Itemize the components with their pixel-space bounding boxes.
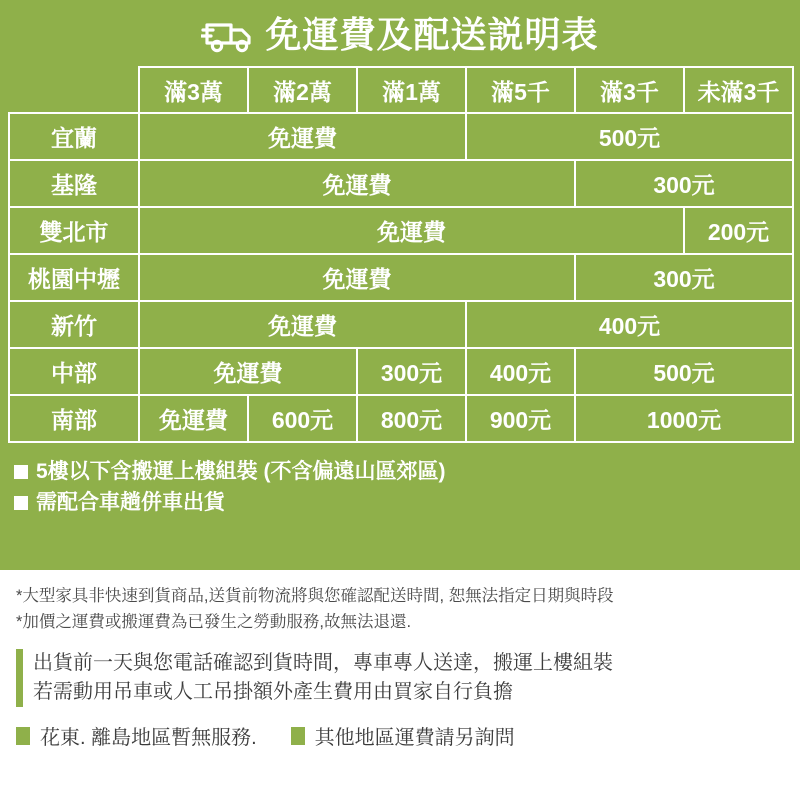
- col-header-1: 滿3萬: [139, 67, 248, 113]
- table-cell: 300元: [575, 254, 793, 301]
- table-cell: 300元: [357, 348, 466, 395]
- row-header-南部: 南部: [9, 395, 139, 442]
- row-header-中部: 中部: [9, 348, 139, 395]
- emphasis-line-2: 若需動用吊車或人工吊掛額外產生費用由買家自行負擔: [33, 681, 513, 704]
- col-header-2: 滿2萬: [248, 67, 357, 113]
- row-header-桃園中壢: 桃園中壢: [9, 254, 139, 301]
- col-header-3: 滿1萬: [357, 67, 466, 113]
- emphasis-line-1: 出貨前一天與您電話確認到貨時間，專車專人送達，搬運上樓組裝: [33, 652, 613, 675]
- row-header-雙北市: 雙北市: [9, 207, 139, 254]
- table-cell: 免運費: [139, 207, 684, 254]
- page-title: 免運費及配送説明表: [265, 14, 599, 55]
- table-cell: 500元: [575, 348, 793, 395]
- note-item: [14, 460, 786, 484]
- table-row: [9, 395, 793, 442]
- fine-print-line-2: *加價之運費或搬運費為已發生之勞動服務,故無法退還.: [16, 612, 412, 631]
- table-cell: 500元: [466, 113, 793, 160]
- table-row: [9, 113, 793, 160]
- table-cell: 免運費: [139, 301, 466, 348]
- service-area-right: 其他地區運費請另詢問: [314, 727, 515, 750]
- notes-list: [0, 443, 800, 515]
- table-cell: 400元: [466, 348, 575, 395]
- table-cell: 1000元: [575, 395, 793, 442]
- emphasis-block: [16, 649, 784, 707]
- square-bullet-green-icon: [291, 727, 305, 745]
- vertical-bar-icon: [16, 649, 23, 707]
- table-row: [9, 254, 793, 301]
- table-cell: 免運費: [139, 254, 575, 301]
- disclaimer-panel: [0, 570, 800, 800]
- table-cell: 免運費: [139, 160, 575, 207]
- table-cell: 900元: [466, 395, 575, 442]
- page-header: [0, 0, 800, 66]
- table-row: [9, 207, 793, 254]
- service-area-left: 花東. 離島地區暫無服務.: [40, 727, 257, 750]
- table-cell: 300元: [575, 160, 793, 207]
- square-bullet-icon: [14, 465, 28, 479]
- table-corner-cell: [9, 67, 139, 113]
- fee-table: [8, 66, 794, 443]
- table-row: [9, 160, 793, 207]
- note-item: [14, 491, 786, 515]
- row-header-宜蘭: 宜蘭: [9, 113, 139, 160]
- table-cell: 400元: [466, 301, 793, 348]
- col-header-5: 滿3千: [575, 67, 684, 113]
- fine-print-line-1: *大型家具非快速到貨商品,送貨前物流將與您確認配送時間, 恕無法指定日期與時段: [16, 587, 614, 605]
- table-header-row: [9, 67, 793, 113]
- service-area-row: [16, 721, 784, 750]
- table-cell: 免運費: [139, 395, 248, 442]
- fee-table-body: [9, 113, 793, 442]
- table-row: [9, 348, 793, 395]
- col-header-6: 未滿3千: [684, 67, 793, 113]
- table-cell: 200元: [684, 207, 793, 254]
- square-bullet-green-icon: [16, 727, 30, 745]
- note-text: 5樓以下含搬運上樓組裝 (不含偏遠山區郊區): [36, 460, 446, 483]
- row-header-基隆: 基隆: [9, 160, 139, 207]
- fee-table-head: [9, 67, 793, 113]
- table-cell: 800元: [357, 395, 466, 442]
- square-bullet-icon: [14, 496, 28, 510]
- note-text: 需配合車趟併車出貨: [36, 491, 225, 515]
- truck-icon: [201, 15, 255, 55]
- table-cell: 600元: [248, 395, 357, 442]
- table-cell: 免運費: [139, 348, 357, 395]
- table-cell: 免運費: [139, 113, 466, 160]
- col-header-4: 滿5千: [466, 67, 575, 113]
- table-row: [9, 301, 793, 348]
- row-header-新竹: 新竹: [9, 301, 139, 348]
- fee-table-wrap: [0, 66, 800, 443]
